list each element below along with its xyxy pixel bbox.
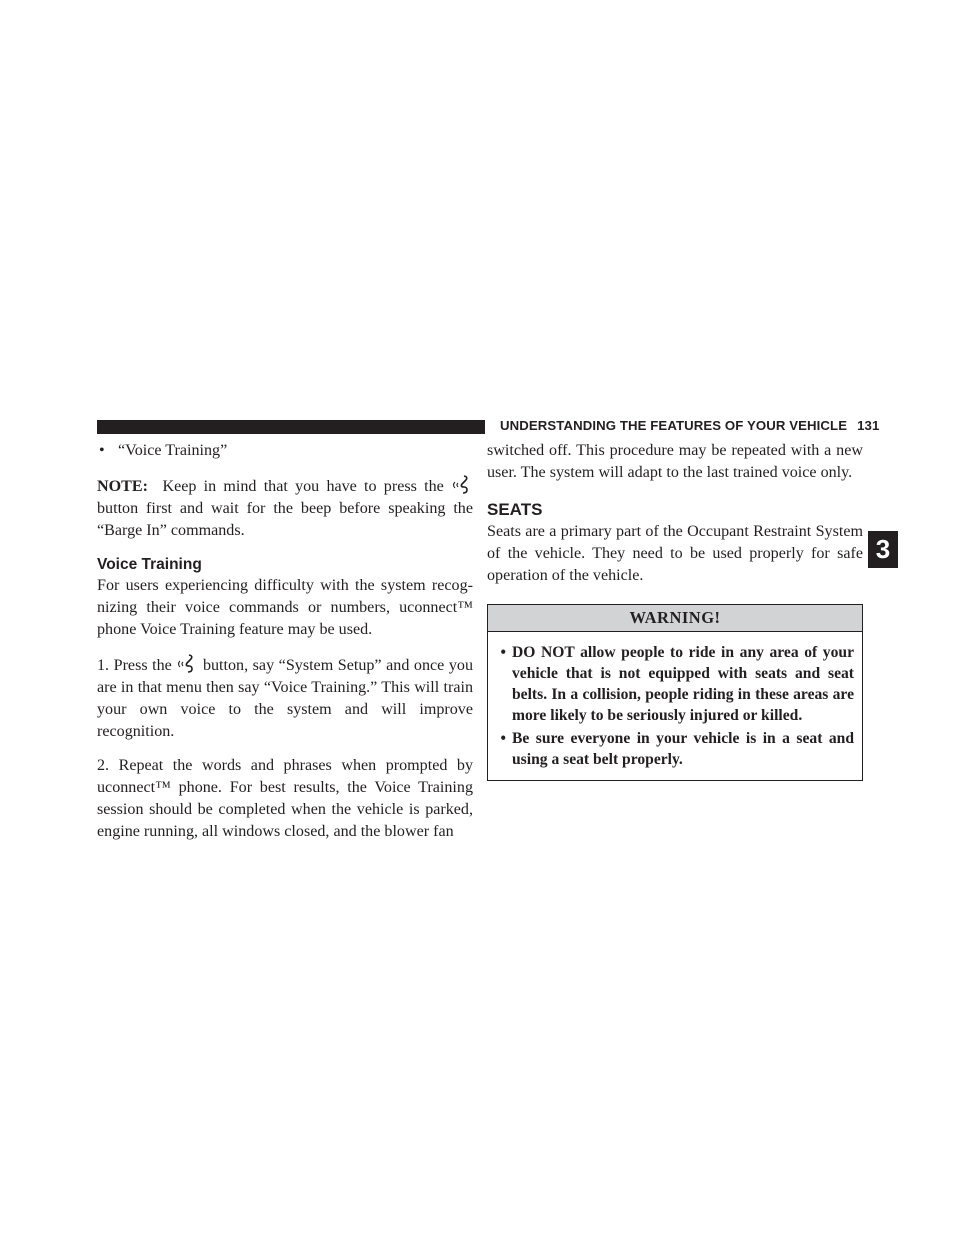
bullet-dot: • xyxy=(500,730,506,747)
voice-command-icon xyxy=(176,653,198,673)
seats-intro: Seats are a primary part of the Occupant Restraint System of the vehicle. They need to be used properly for safe operation of the vehicle. xyxy=(487,523,863,584)
step-2: 2. Repeat the words and phrases when prompted by uconnect™ phone. For best results, the Voice Training session should be completed when the vehicle is parked, engine running, all windows closed, and the blower fan xyxy=(97,757,473,840)
step-1-text-start: 1. Press the xyxy=(97,657,172,674)
voice-training-heading: Voice Training xyxy=(97,556,202,573)
bullet-item xyxy=(97,440,473,462)
note-text-start: Keep in mind that you have to press the xyxy=(162,478,444,495)
warning-box xyxy=(487,604,863,781)
bullet-dot: • xyxy=(500,644,506,661)
continued-paragraph: switched off. This procedure may be repeated with a new user. The system will adapt to the last trained voice only. xyxy=(487,442,863,481)
warning-item xyxy=(488,642,854,726)
right-column xyxy=(487,440,863,781)
warning-item-text: Be sure everyone in your vehicle is in a seat and using a seat belt properly. xyxy=(512,730,854,768)
note-label: NOTE: xyxy=(97,478,148,495)
running-header xyxy=(500,418,880,433)
step-1 xyxy=(97,653,473,743)
seats-heading: SEATS xyxy=(487,500,543,519)
voice-command-icon xyxy=(451,474,473,494)
header-rule xyxy=(97,420,485,434)
note-paragraph xyxy=(97,474,473,542)
left-column xyxy=(97,440,473,843)
voice-training-intro: For users experiencing difficulty with the system recog-nizing their voice commands or numbers, uconnect™ phone Voice Training feature may be used. xyxy=(97,577,473,638)
bullet-dot: • xyxy=(99,442,105,459)
warning-item xyxy=(488,728,854,770)
page-number: 131 xyxy=(857,418,880,433)
step-1-text-end: button, say “System Setup” and once you are in that menu then say “Voice Training.” This will train your own voice to the system and will improve recognition. xyxy=(97,657,473,740)
chapter-tab: 3 xyxy=(868,531,898,568)
bullet-text: “Voice Training” xyxy=(118,442,228,459)
section-title: UNDERSTANDING THE FEATURES OF YOUR VEHICLE xyxy=(500,418,848,433)
warning-title: WARNING! xyxy=(488,605,862,632)
warning-body xyxy=(488,632,862,780)
note-text-end: button first and wait for the beep before speaking the “Barge In” commands. xyxy=(97,500,473,539)
warning-item-text: DO NOT allow people to ride in any area of your vehicle that is not equipped with seats and seat belts. In a collision, people riding in these areas are more likely to be seriously injured or killed. xyxy=(512,644,854,724)
